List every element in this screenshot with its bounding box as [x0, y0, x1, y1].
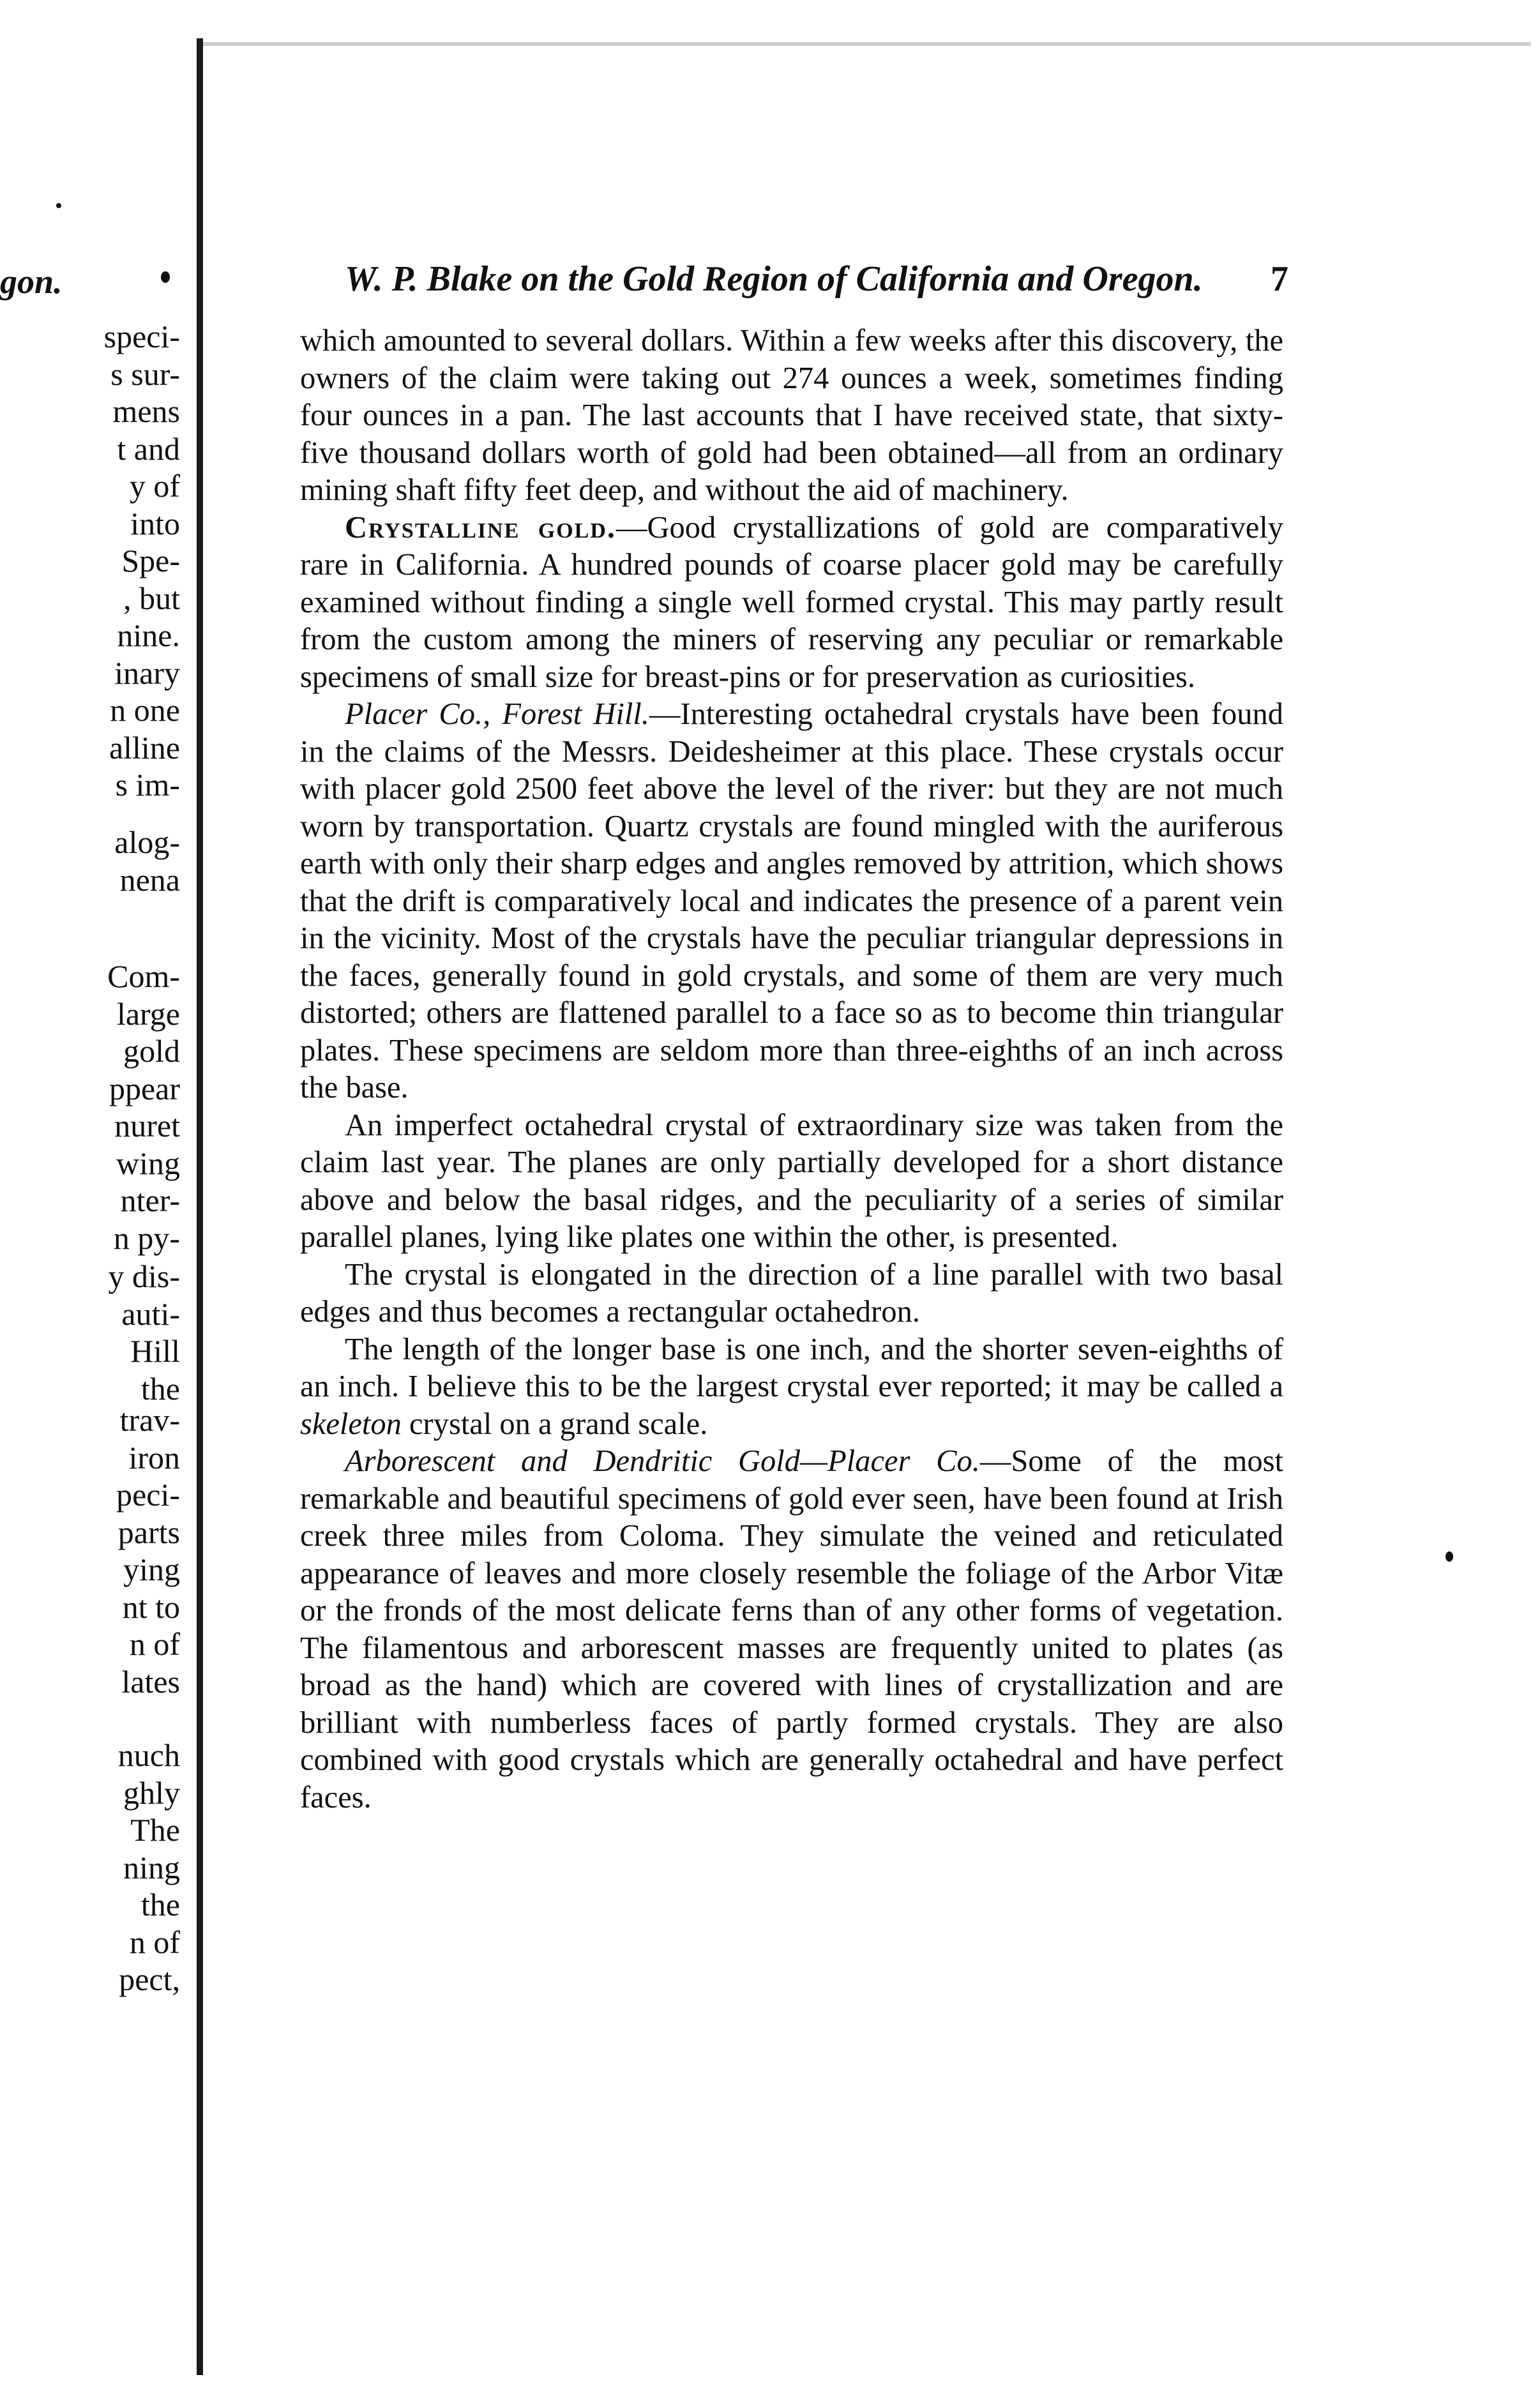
page-number: 7 [1271, 259, 1288, 299]
facing-page-line-ending: nter- [120, 1182, 180, 1218]
paragraph-body: The length of the longer base is one inch, and the shorter seven-eighths of an inch. I believe this to be the largest crystal ever reported; it may be called a [300, 1332, 1283, 1403]
paragraph: which amounted to several dollars. Within a few weeks after this discovery, the owners of the claim were taking out 274 ounces a week, sometimes finding four ounces in a pan. The last accounts that I have received state, that sixty-five thousand dollars worth of gold had been obtained—all from an ordinary mining shaft fifty feet deep, and without the aid of machinery. [300, 324, 1283, 507]
facing-page-line-ending: large [116, 995, 180, 1032]
facing-page-line-ending: mens [112, 393, 180, 429]
page-mark-dot [56, 203, 61, 208]
facing-page-line-ending: ghly [123, 1774, 180, 1811]
facing-page-line-ending: The [130, 1812, 180, 1848]
facing-page-line-ending: peci- [116, 1477, 180, 1513]
facing-page-line-ending: iron [128, 1439, 180, 1475]
paragraph: The crystal is elongated in the direction of a line parallel with two basal edges and thus becomes a rectangular octahedron. [300, 1257, 1283, 1329]
facing-page-line-ending: n of [129, 1924, 180, 1960]
facing-page-line-ending: y of [129, 468, 180, 504]
facing-page-line-ending: nine. [117, 617, 180, 653]
facing-page-line-ending: auti- [121, 1295, 180, 1332]
facing-page-line-ending: pect, [119, 1961, 180, 1997]
facing-page-line-ending: nuret [114, 1108, 180, 1143]
facing-page-line-ending: speci- [103, 319, 180, 354]
facing-page-line-ending: nuch [117, 1737, 180, 1773]
emphasis: skeleton [300, 1407, 402, 1441]
facing-page-line-ending: ning [123, 1849, 180, 1885]
facing-page-line-ending: ying [123, 1551, 180, 1587]
running-head: W. P. Blake on the Gold Region of California and Oregon. [345, 259, 1203, 299]
page-mark-dot [161, 271, 170, 283]
page-gutter [197, 38, 203, 2375]
facing-page-line-ending: the [140, 1370, 180, 1407]
facing-page-line-ending: Com- [107, 958, 180, 994]
facing-page-line-ending: parts [117, 1514, 180, 1550]
facing-page-line-ending: into [130, 505, 180, 541]
paragraph [300, 1331, 1283, 1444]
section-heading: Placer Co., Forest Hill. [345, 697, 649, 731]
section-heading: Crystalline gold. [345, 510, 616, 545]
facing-page-line-ending: wing [116, 1145, 180, 1181]
paragraph [300, 696, 1283, 1107]
facing-page-line-ending: alline [109, 729, 180, 766]
facing-page-line-ending: gold [123, 1033, 180, 1069]
facing-page-line-ending: alog- [114, 824, 180, 860]
facing-page-line-ending: trav- [119, 1402, 180, 1438]
facing-page-line-ending: Spe- [121, 543, 180, 578]
page-mark-dot [1446, 1551, 1453, 1562]
facing-page-line-ending: s sur- [110, 356, 180, 392]
paragraph [300, 509, 1283, 697]
paragraph [300, 1443, 1283, 1816]
page-top-edge [203, 42, 1531, 46]
facing-page-line-ending: t and [117, 430, 180, 467]
facing-page-line-ending: the [140, 1887, 180, 1922]
facing-page-line-ending: n of [129, 1626, 180, 1662]
facing-page-line-ending: inary [114, 654, 180, 691]
facing-page-line-ending: lates [121, 1663, 180, 1700]
paragraph-body: crystal on a grand scale. [401, 1407, 708, 1441]
section-heading: Arborescent and Dendritic Gold—Placer Co. [345, 1444, 980, 1478]
facing-page-header-fragment: gon. [0, 262, 63, 301]
paragraph: An imperfect octahedral crystal of extraordinary size was taken from the claim last year. The planes are only partially developed for a short distance above and below the basal ridges, and the peculiarity of a series of similar parallel planes, lying like plates one within the other, is presented. [300, 1108, 1283, 1254]
facing-page-line-ending: n one [110, 692, 180, 728]
facing-page-line-ending: y dis- [108, 1258, 180, 1294]
facing-page-line-ending: s im- [115, 767, 180, 803]
facing-page-line-ending: n py- [113, 1219, 180, 1256]
paragraph-body: —Good crystallizations of gold are comparatively rare in California. A hundred pounds of coarse placer gold may be carefully examined without finding a single well formed crystal. This may partly result from the custom among the miners of reserving any peculiar or remarkable specimens of small size for breast-pins or for preservation as curiosities. [300, 510, 1283, 694]
paragraph-body: —Some of the most remarkable and beautiful specimens of gold ever seen, have been found at Irish creek three miles from Coloma. They simulate the veined and reticulated appearance of leaves and more closely resemble the foliage of the Arbor Vitæ or the fronds of the most delicate ferns than of any other forms of vegetation. The filamentous and arborescent masses are frequently united to plates (as broad as the hand) which are covered with lines of crystallization and are brilliant with numberless faces of partly formed crystals. They are also combined with good crystals which are generally octahedral and have perfect faces. [300, 1444, 1283, 1815]
facing-page-fragment [0, 0, 192, 2407]
facing-page-line-ending: nena [119, 861, 180, 898]
facing-page-line-ending: Hill [130, 1333, 180, 1369]
facing-page-line-ending: , but [123, 580, 180, 616]
paragraph-body: —Interesting octahedral crystals have been found in the claims of the Messrs. Deidesheimer at this place. These crystals occur with placer gold 2500 feet above the level of the river: but they are not much worn by transportation. Quartz crystals are found mingled with the auriferous earth with only their sharp edges and angles removed by attrition, which shows that the drift is comparatively local and indicates the presence of a parent vein in the vicinity. Most of the crystals have the peculiar triangular depressions in the faces, generally found in gold crystals, and some of them are very much distorted; others are flattened parallel to a face so as to become thin triangular plates. These specimens are seldom more than three-eighths of an inch across the base. [300, 697, 1283, 1105]
facing-page-line-ending: ppear [109, 1070, 180, 1106]
body-text [300, 322, 1283, 1816]
facing-page-line-ending: nt to [122, 1588, 180, 1625]
